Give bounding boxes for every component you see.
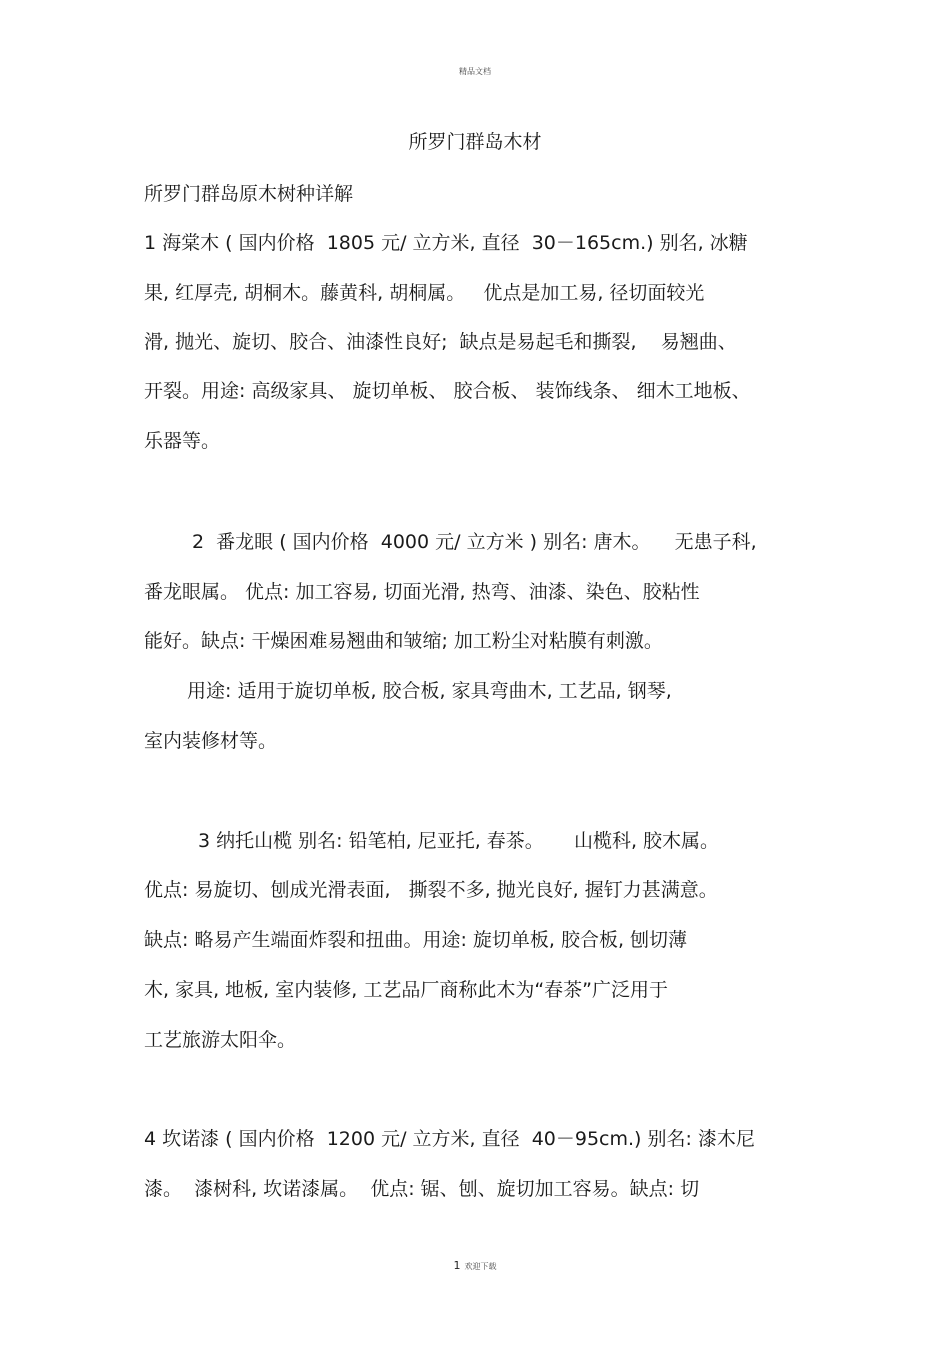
paragraph-line: 乐器等。 (144, 430, 221, 452)
document-subtitle: 所罗门群岛原木树种详解 (144, 183, 354, 205)
paragraph-line: 室内装修材等。 (144, 730, 278, 752)
paragraph-line: 果, 红厚壳, 胡桐木。藤黄科, 胡桐属。 优点是加工易, 径切面较光 (144, 282, 705, 304)
paragraph-line: 2 番龙眼 ( 国内价格 4000 元/ 立方米 ) 别名: 唐木。 无患子科, (192, 531, 757, 553)
page-footer (0, 1259, 950, 1272)
paragraph-line: 用途: 适用于旋切单板, 胶合板, 家具弯曲木, 工艺品, 钢琴, (187, 680, 672, 702)
paragraph-line: 能好。缺点: 干燥困难易翘曲和皱缩; 加工粉尘对粘膜有刺激。 (144, 630, 663, 652)
paragraph-line: 缺点: 略易产生端面炸裂和扭曲。用途: 旋切单板, 胶合板, 刨切薄 (144, 929, 688, 951)
paragraph-line: 滑, 抛光、旋切、胶合、油漆性良好; 缺点是易起毛和撕裂, 易翘曲、 (144, 331, 737, 353)
paragraph-line: 木, 家具, 地板, 室内装修, 工艺品厂商称此木为“春茶”广泛用于 (144, 979, 669, 1001)
paragraph-line: 工艺旅游太阳伞。 (144, 1029, 297, 1051)
paragraph-line: 漆。 漆树科, 坎诺漆属。 优点: 锯、刨、旋切加工容易。缺点: 切 (144, 1178, 700, 1200)
paragraph-line: 4 坎诺漆 ( 国内价格 1200 元/ 立方米, 直径 40－95cm.) 别名: 漆木尼 (144, 1128, 755, 1150)
page-number: 1 (453, 1259, 461, 1272)
paragraph-line: 优点: 易旋切、刨成光滑表面, 撕裂不多, 抛光良好, 握钉力甚满意。 (144, 879, 718, 901)
paragraph-line: 番龙眼属。 优点: 加工容易, 切面光滑, 热弯、油漆、染色、胶粘性 (144, 581, 700, 603)
paragraph-line: 1 海棠木 ( 国内价格 1805 元/ 立方米, 直径 30－165cm.) 别名, 冰糖 (144, 232, 748, 254)
document-title: 所罗门群岛木材 (408, 131, 542, 153)
paragraph-line: 开裂。用途: 高级家具、 旋切单板、 胶合板、 装饰线条、 细木工地板、 (144, 380, 751, 402)
header-note: 精品文档 (459, 67, 491, 76)
paragraph-line: 3 纳托山榄 别名: 铅笔柏, 尼亚托, 春茶。 山榄科, 胶木属。 (198, 830, 720, 852)
footer-note: 欢迎下载 (464, 1262, 497, 1271)
